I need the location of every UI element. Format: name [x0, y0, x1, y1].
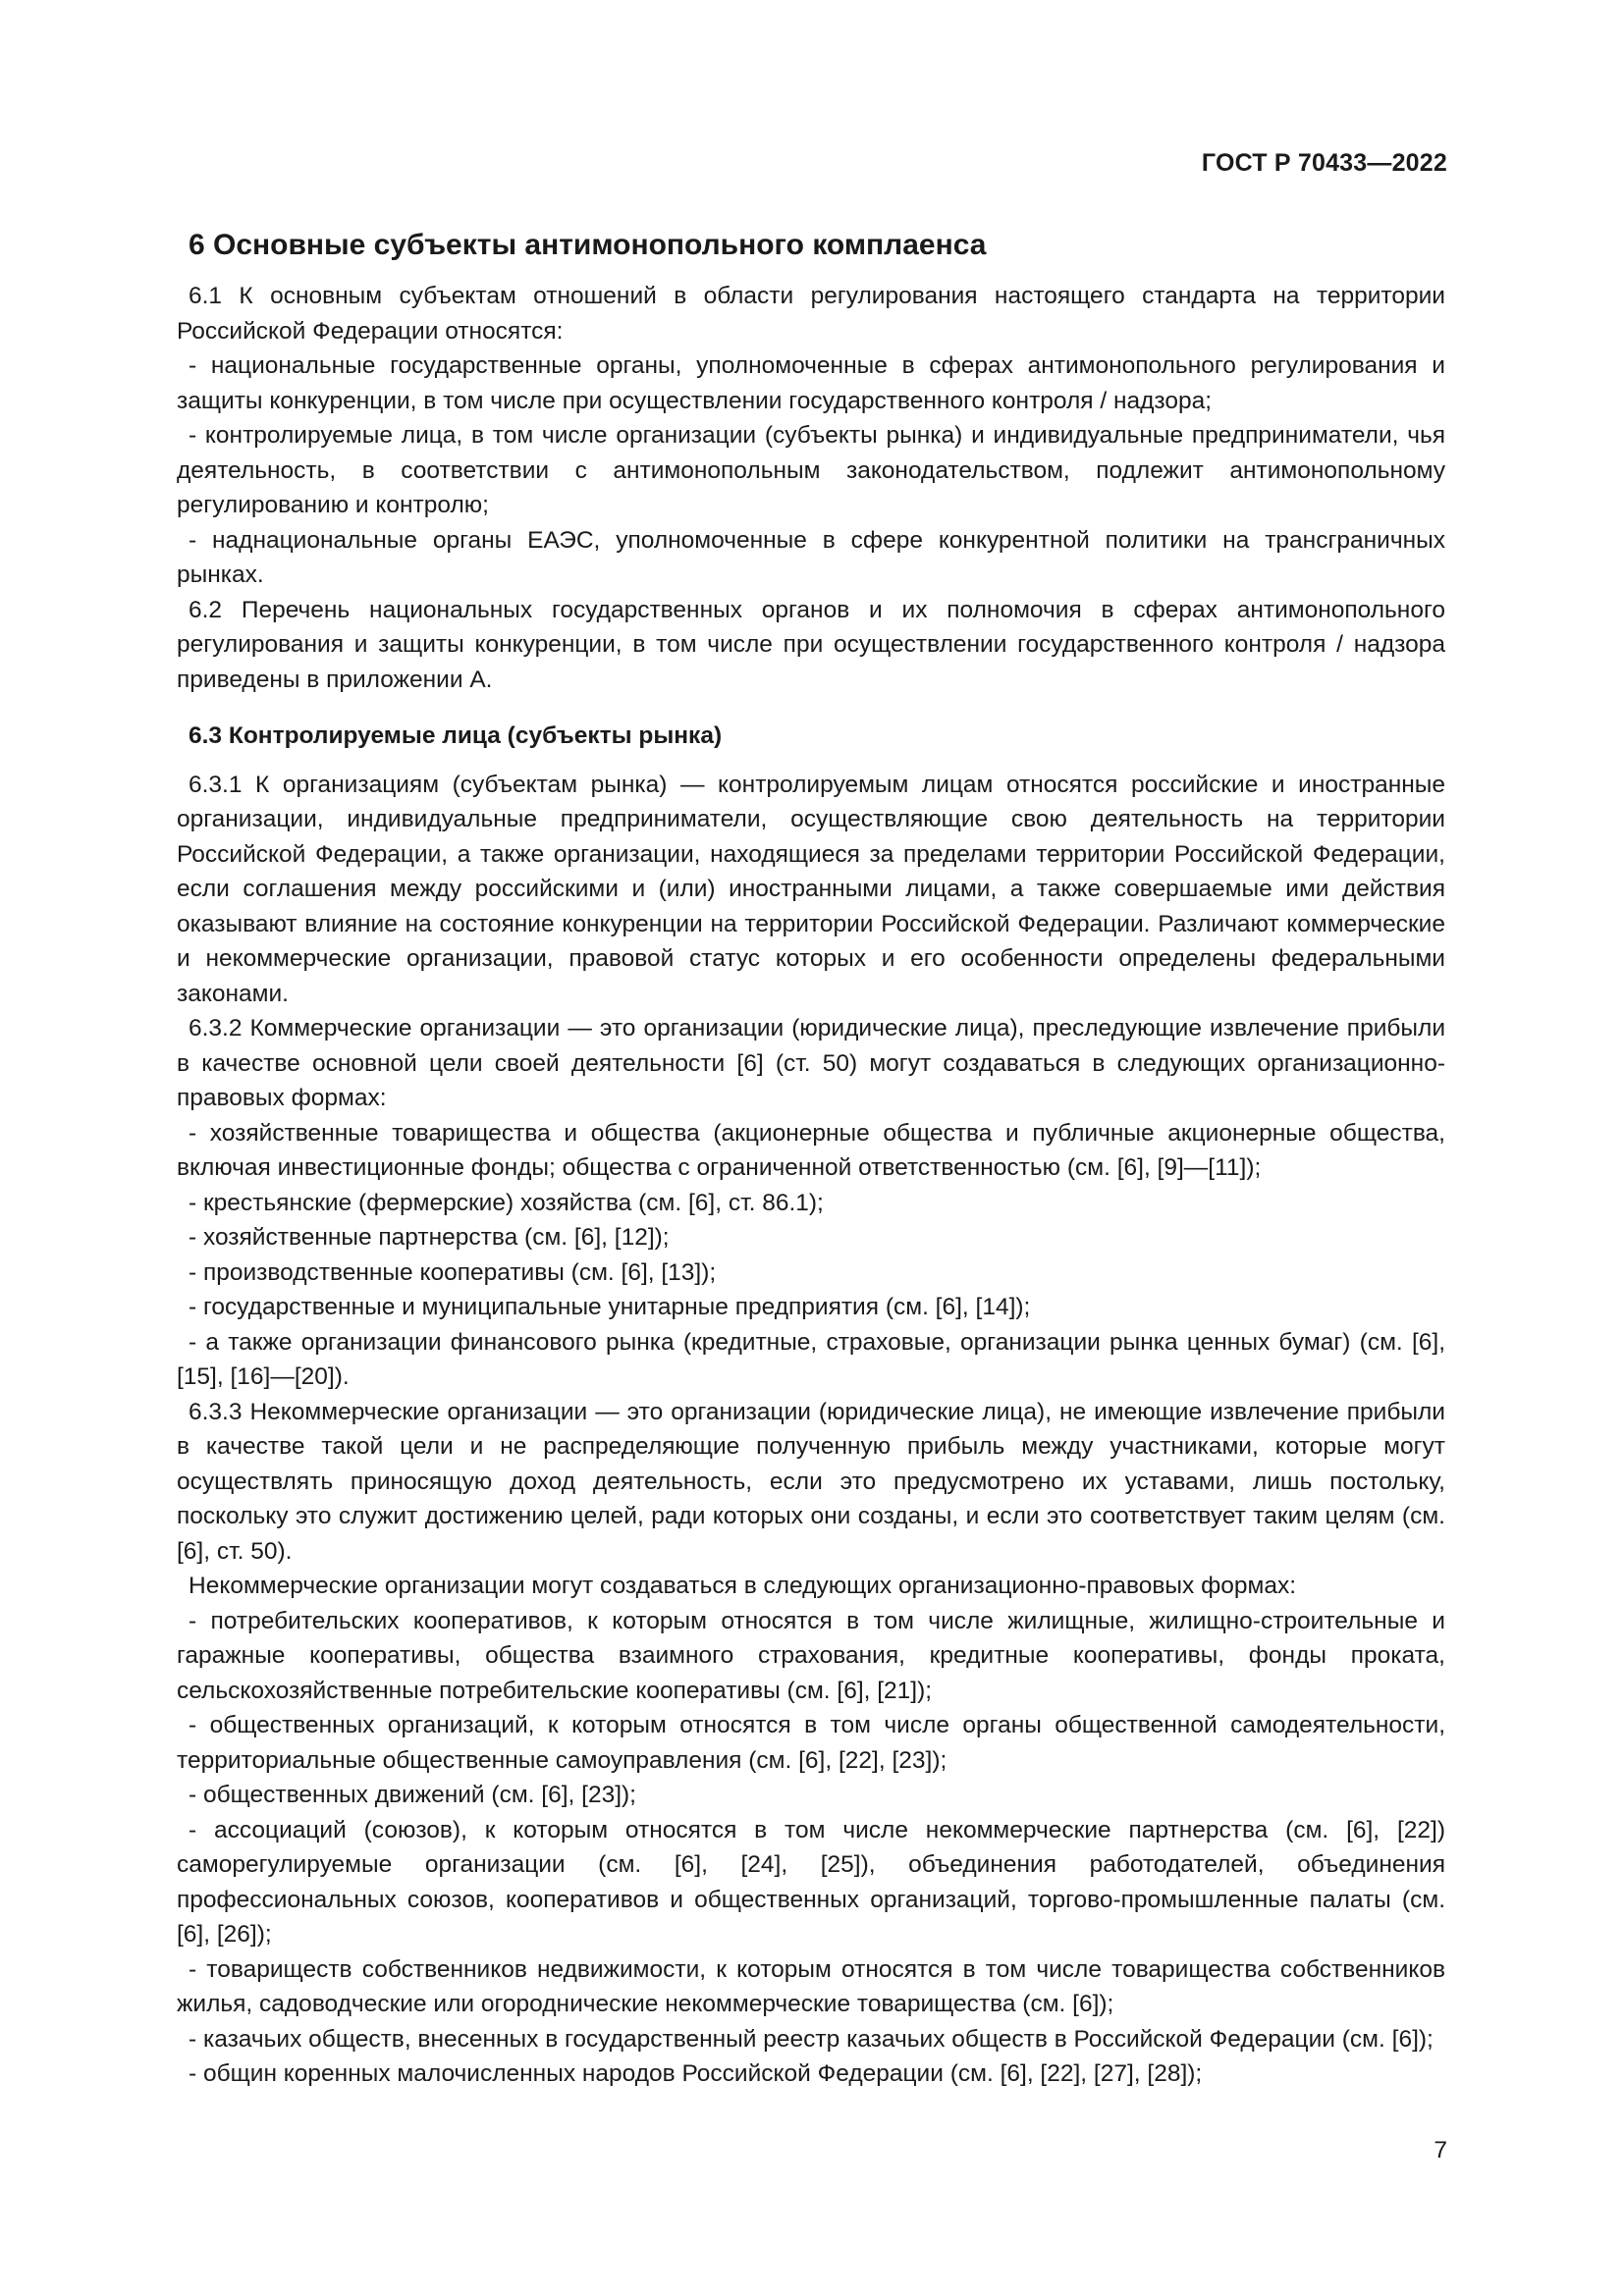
list-item: - общественных движений (см. [6], [23]);: [189, 1782, 636, 1808]
list-item: - казачьих обществ, внесенных в государственный реестр казачьих обществ в Российской Федерации (см. [6]);: [189, 2025, 1434, 2053]
page-number: 7: [1434, 2137, 1447, 2163]
paragraph-6-3-2: 6.3.2 Коммерческие организации — это организации (юридические лица), преследующие извлечение прибыли в качестве основной цели своей деятельности [6] (ст. 50) могут создаваться в следующих организационно-правовых формах:: [177, 1015, 1445, 1111]
paragraph-6-2: 6.2 Перечень национальных государственных органов и их полномочия в сферах антимонопольного регулирования и защиты конкуренции, в том числе при осуществлении государственного контроля / надзора приведены в приложении А.: [177, 596, 1445, 693]
list-item: - а также организации финансового рынка (кредитные, страховые, организации рынка ценных бумаг) (см. [6], [15], [16]—[20]).: [177, 1328, 1445, 1390]
list-item: - наднациональные органы ЕАЭС, уполномоченные в сфере конкурентной политики на трансграничных рынках.: [177, 526, 1445, 588]
list-item: - крестьянские (фермерские) хозяйства (см. [6], ст. 86.1);: [189, 1189, 824, 1216]
section-title: 6 Основные субъекты антимонопольного комплаенса: [189, 229, 987, 261]
list-item: - потребительских кооперативов, к которым относятся в том числе жилищные, жилищно-строительные и гаражные кооперативы, общества взаимного страхования, кредитные кооперативы, фонды проката, сельскохозяйственные потребительские кооперативы (см. [6], [21]);: [177, 1607, 1445, 1704]
list-item: - общин коренных малочисленных народов Российской Федерации (см. [6], [22], [27], [28]);: [189, 2060, 1203, 2087]
document-code: ГОСТ Р 70433—2022: [1201, 149, 1447, 177]
list-item: - общественных организаций, к которым относятся в том числе органы общественной самодеятельности, территориальные общественные самоуправления (см. [6], [22], [23]);: [177, 1712, 1445, 1774]
list-item: - хозяйственные товарищества и общества (акционерные общества и публичные акционерные общества, включая инвестиционные фонды; общества с ограниченной ответственностью (см. [6], [9]—[11]);: [177, 1119, 1445, 1181]
paragraph-6-3-3: 6.3.3 Некоммерческие организации — это организации (юридические лица), не имеющие извлечение прибыли в качестве такой цели и не распределяющие полученную прибыль между участниками, которые могут осуществлять приносящую доход деятельность, если это предусмотрено их уставами, лишь постольку, поскольку это служит достижению целей, ради которых они созданы, и если это соответствует таким целям (см. [6], ст. 50).: [177, 1398, 1445, 1565]
page-content: [177, 226, 1445, 2092]
subsection-title: 6.3 Контролируемые лица (субъекты рынка): [189, 722, 723, 749]
list-item: - товариществ собственников недвижимости, к которым относятся в том числе товарищества собственников жилья, садоводческие или огороднические некоммерческие товарищества (см. [6]);: [177, 1955, 1445, 2017]
paragraph-6-3-1: 6.3.1 К организациям (субъектам рынка) — контролируемым лицам относятся российские и иностранные организации, индивидуальные предприниматели, осуществляющие свою деятельность на территории Российской Федерации, а также организации, находящиеся за пределами территории Российской Федерации, если соглашения между российскими и (или) иностранными лицами, а также совершаемые ими действия оказывают влияние на состояние конкуренции на территории Российской Федерации. Различают коммерческие и некоммерческие организации, правовой статус которых и его особенности определены федеральными законами.: [177, 771, 1445, 1007]
paragraph-6-1: 6.1 К основным субъектам отношений в области регулирования настоящего стандарта на территории Российской Федерации относятся:: [177, 283, 1445, 345]
list-item: - контролируемые лица, в том числе организации (субъекты рынка) и индивидуальные предприниматели, чья деятельность, в соответствии с антимонопольным законодательством, подлежит антимонопольному регулированию и контролю;: [177, 422, 1445, 518]
list-item: - государственные и муниципальные унитарные предприятия (см. [6], [14]);: [189, 1294, 1031, 1320]
list-item: - производственные кооперативы (см. [6], [13]);: [189, 1258, 717, 1286]
list-item: - хозяйственные партнерства (см. [6], [12]);: [189, 1224, 670, 1251]
paragraph-nko-forms: Некоммерческие организации могут создаваться в следующих организационно-правовых формах:: [189, 1573, 1297, 1599]
list-item: - национальные государственные органы, уполномоченные в сферах антимонопольного регулирования и защиты конкуренции, в том числе при осуществлении государственного контроля / надзора;: [177, 352, 1445, 414]
list-item: - ассоциаций (союзов), к которым относятся в том числе некоммерческие партнерства (см. [6], [22]) саморегулируемые организации (см. [6], [24], [25]), объединения работодателей, объединения профессиональных союзов, кооперативов и общественных организаций, торгово-промышленные палаты (см. [6], [26]);: [177, 1816, 1445, 1948]
